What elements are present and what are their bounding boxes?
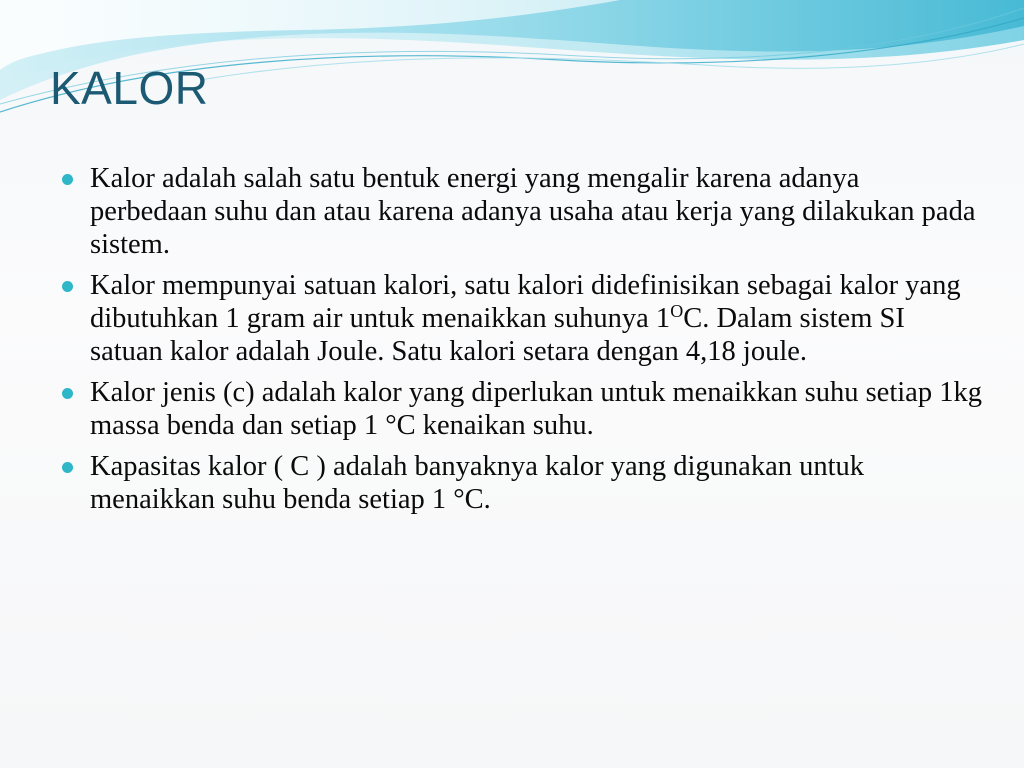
bullet-text: Kalor jenis (c) adalah kalor yang diperlukan untuk menaikkan suhu setiap 1kg massa benda dan setiap 1 °C kenaikan suhu. bbox=[90, 377, 982, 441]
bullet-dot-icon bbox=[62, 462, 73, 473]
slide-title: KALOR bbox=[50, 62, 209, 114]
superscript-degree: O bbox=[670, 301, 684, 321]
bullet-item bbox=[62, 162, 982, 261]
bullet-text: Kapasitas kalor ( C ) adalah banyaknya kalor yang digunakan untuk menaikkan suhu benda setiap 1 °C. bbox=[90, 451, 865, 515]
bullet-item bbox=[62, 376, 982, 442]
bullet-text-part: C. Dalam sistem SI satuan kalor adalah Joule. Satu kalori setara dengan 4,18 joule. bbox=[90, 303, 905, 367]
bullet-dot-icon bbox=[62, 174, 73, 185]
bullet-list bbox=[62, 162, 982, 524]
bullet-text-part: Kalor mempunyai satuan kalori, satu kalori didefinisikan sebagai kalor yang dibutuhkan 1 gram air untuk menaikkan suhunya 1 bbox=[90, 270, 961, 334]
bullet-dot-icon bbox=[62, 281, 73, 292]
bullet-item bbox=[62, 450, 982, 516]
bullet-text bbox=[90, 269, 982, 368]
bullet-dot-icon bbox=[62, 388, 73, 399]
bullet-text: Kalor adalah salah satu bentuk energi yang mengalir karena adanya perbedaan suhu dan atau karena adanya usaha atau kerja yang dilakukan pada sistem. bbox=[90, 163, 976, 260]
bullet-item bbox=[62, 269, 982, 368]
